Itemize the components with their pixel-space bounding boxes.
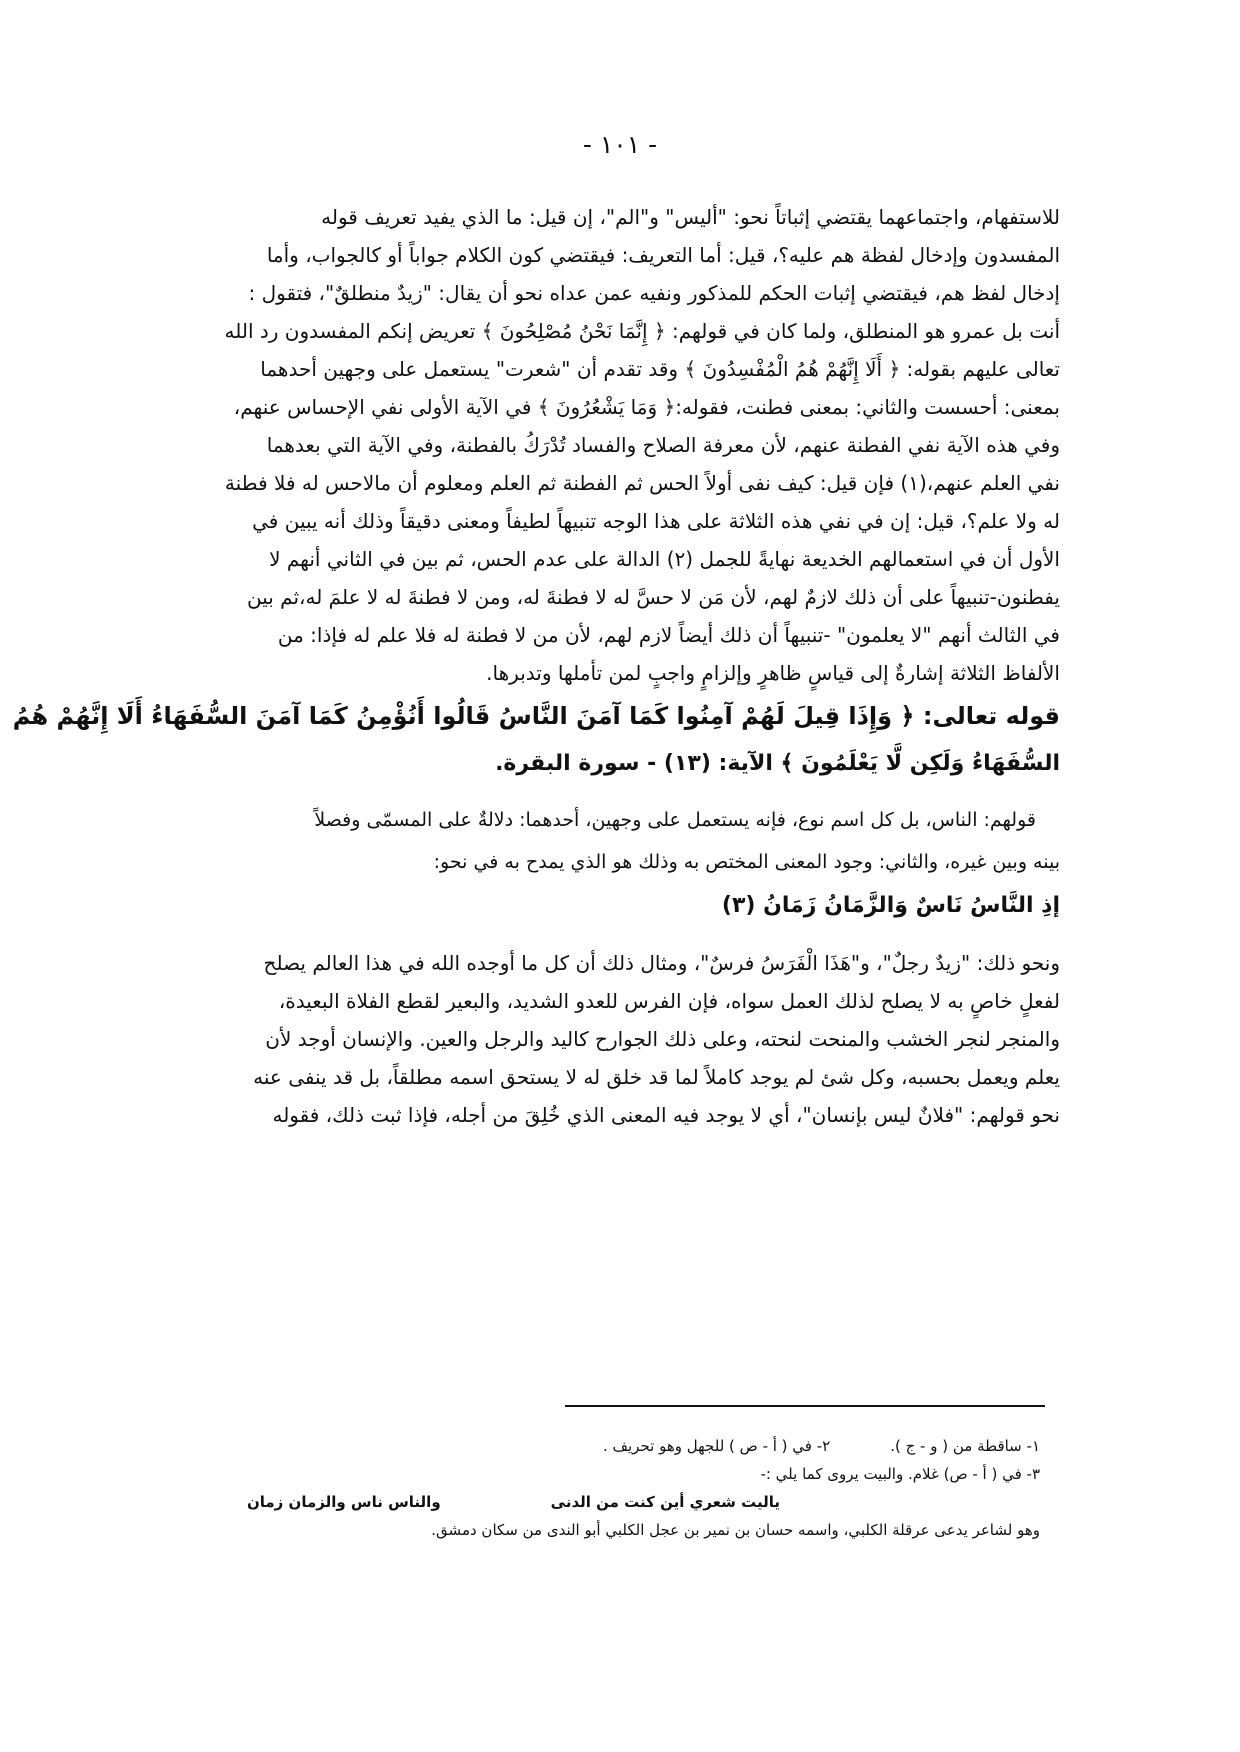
body-line: يفطنون-تنبيهاً على أن ذلك لازمٌ لهم، لأن مَن لا حسَّ له لا فطنةَ له، ومن لا فطنةَ له لا علمَ له،ثم بين	[246, 585, 1060, 609]
body-line: للاستفهام، واجتماعهما يقتضي إثباتاً نحو: "أليس" و"الم"، إن قيل: ما الذي يفيد تعريف قوله	[321, 205, 1060, 229]
poem-quote: إذِ النَّاسُ نَاسٌ وَالزَّمَانُ زَمَانُ (٣)	[721, 893, 1060, 918]
verse-first-hemistich: ياليت شعري أين كنت من الدنى	[550, 1493, 780, 1511]
body-line: والمنجر لنجر الخشب والمنحت لنحته، وعلى ذلك الجوارح كاليد والرجل والعين. والإنسان أوجد لأن	[265, 1027, 1060, 1051]
footnotes	[246, 1432, 1040, 1544]
footnote-row	[250, 1432, 1040, 1460]
body-line: الأول أن في استعمالهم الخديعة نهايةً للجمل (٢) الدالة على عدم الحس، ثم بين في الثاني أنهم لا	[269, 547, 1060, 571]
footnote-2: ٢- في ( أ - ص ) للجهل وهو تحريف .	[602, 1437, 831, 1455]
body-line: يعلم ويعمل بحسبه، وكل شئ لم يوجد كاملاً لما قد خلق له لا يستحق اسمه مطلقاً، بل قد ينفى عنه	[253, 1065, 1060, 1089]
body-line: إدخال لفظ هم، فيقتضي إثبات الحكم للمذكور ونفيه عمن عداه نحو أن يقال: "زيدٌ منطلقٌ"، فتقول :	[248, 281, 1060, 305]
footnote-1: ١- ساقطة من ( و - ج ).	[890, 1437, 1040, 1455]
verse-second-hemistich: والناس ناس والزمان زمان	[246, 1493, 441, 1511]
main-text	[12, 200, 1060, 1136]
body-line: المفسدون وإدخال لفظة هم عليه؟، قيل: أما التعريف: فيقتضي كون الكلام جواباً أو كالجواب، وأما	[266, 243, 1060, 267]
body-line: في الثالث أنهم "لا يعلمون" -تنبيهاً أن ذلك أيضاً لازم لهم، لأن من لا فطنة له فلا علم له فإذا: من	[277, 623, 1060, 647]
verse-heading: قوله تعالى: ﴿ وَإِذَا قِيلَ لَهُمْ آمِنُوا كَمَا آمَنَ النَّاسُ قَالُوا أَنُؤْمِنُ كَمَا آمَنَ السُّفَهَاءُ أَلَا إِنَّهُمْ هُمُ	[12, 702, 1060, 730]
body-line: نفي العلم عنهم،(١) فإن قيل: كيف نفى أولاً الحس ثم الفطنة ثم العلم ومعلوم أن مالاحس له فلا فطنة	[224, 471, 1060, 495]
footnote-divider	[565, 1405, 1045, 1407]
footnote-verse	[246, 1488, 1040, 1516]
body-line: له ولا علم؟، قيل: إن في نفي هذه الثلاثة على هذا الوجه تنبيهاً لطيفاً ومعنى دقيقاً وذلك أنه يبين في	[252, 509, 1060, 533]
body-line: تعالى عليهم بقوله: ﴿ أَلَا إِنَّهُمْ هُمُ الْمُفْسِدُونَ ﴾ وقد تقدم أن "شعرت" يستعمل على وجهين أحدهما	[260, 357, 1060, 381]
body-line: الألفاظ الثلاثة إشارةٌ إلى قياسٍ ظاهرٍ وإلزامٍ واجبٍ لمن تأملها وتدبرها.	[486, 661, 1060, 685]
body-line: ونحو ذلك: "زيدٌ رجلٌ"، و"هَذَا الْفَرَسُ فرسٌ"، ومثال ذلك أن كل ما أوجده الله في هذا العالم يصلح	[263, 951, 1060, 975]
body-line: بينه وبين غيره، والثاني: وجود المعنى المختص به وذلك هو الذي يمدح به في نحو:	[433, 851, 1060, 873]
footnote-attribution	[250, 1516, 1040, 1544]
verse-heading-continued: السُّفَهَاءُ وَلَكِن لَّا يَعْلَمُونَ ﴾ الآية: (١٣) - سورة البقرة.	[495, 751, 1060, 776]
body-line: وفي هذه الآية نفي الفطنة عنهم، لأن معرفة الصلاح والفساد تُدْرَكُ بالفطنة، وفي الآية التي بعدهما	[266, 433, 1060, 457]
body-line: أنت بل عمرو هو المنطلق، ولما كان في قولهم: ﴿ إِنَّمَا نَحْنُ مُصْلِحُونَ ﴾ تعريض إنكم المفسدون رد الله	[224, 319, 1060, 343]
footnote-3: ٣- في ( أ - ص) غلام. والبيت يروى كما يلي :-	[760, 1465, 1040, 1483]
footnote-row	[250, 1460, 1040, 1488]
page-number: - ١٠١ -	[582, 130, 658, 159]
body-line: لفعلٍ خاصٍ به لا يصلح لذلك العمل سواه، فإن الفرس للعدو الشديد، والبعير لقطع الفلاة البعيدة،	[278, 989, 1060, 1013]
attribution-text: وهو لشاعر يدعى عرقلة الكلبي، واسمه حسان بن نمير بن عجل الكلبي أبو الندى من سكان دمشق.	[431, 1521, 1040, 1539]
body-line: قولهم: الناس، بل كل اسم نوع، فإنه يستعمل على وجهين، أحدهما: دلالةٌ على المسمّى وفصلاً	[314, 809, 1036, 831]
body-line: بمعنى: أحسست والثاني: بمعنى فطنت، فقوله:﴿ وَمَا يَشْعُرُونَ ﴾ في الآية الأولى نفي الإحساس عنهم،	[233, 395, 1060, 419]
body-line: نحو قولهم: "فلانٌ ليس بإنسان"، أي لا يوجد فيه المعنى الذي خُلِقَ من أجله، فإذا ثبت ذلك، فقوله	[272, 1103, 1060, 1127]
